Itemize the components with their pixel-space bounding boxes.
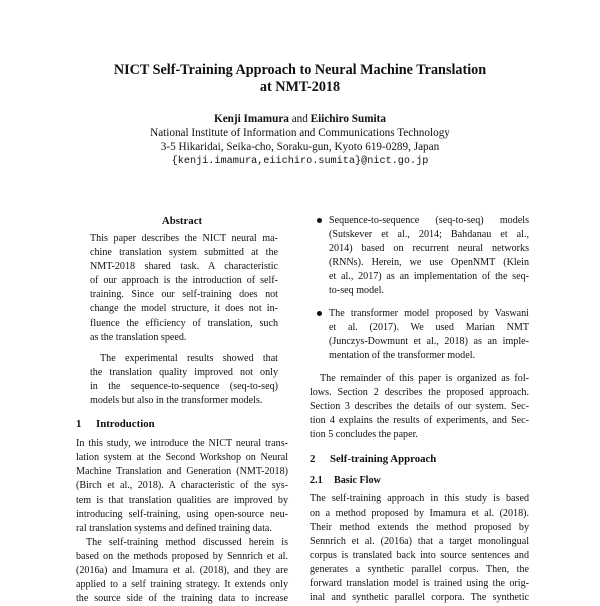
text-line: 2014) based on recurrent neural networks [329,243,529,255]
author-1: Kenji Imamura [214,113,289,125]
text-line: inal and synthetic parallel corpora. The synthetic [310,592,529,604]
text-line: introducing self-training, using open-source neu- [76,508,288,520]
text-line: et al., 2017) as an implementation of the seq- [329,271,529,283]
text-line: generates a synthetic parallel corpus. Then, the [310,563,529,575]
address: 3-5 Hikaridai, Seika-cho, Soraku-gun, Kyoto 619-0289, Japan [160,141,440,154]
author-block [0,112,600,169]
section-title: Self-training Approach [330,453,437,466]
text-line: training. Since our self-training does not [90,289,278,301]
text-line: fluence the efficiency of translation, such [90,317,278,329]
section-title: Introduction [96,418,155,431]
text-line: based on the methods proposed by Sennrich et al. [76,550,288,562]
text-line: Sennrich et al. (2016a) that a target monolingual [310,535,529,547]
text-line: Machine Translation and Generation (NMT-2018) [76,466,288,478]
subsection-title: Basic Flow [334,475,381,487]
text-line: NMT-2018 shared task. A characteristic [90,261,278,273]
text-line: tion 5 concludes the paper. [310,429,418,441]
author-conjunction: and [291,113,308,125]
text-line: ral translation systems and defined training data. [76,522,272,534]
text-line: This paper describes the NICT neural ma- [90,233,278,244]
left-column [76,214,288,606]
section-2-heading [310,452,529,466]
text-line: The transformer model proposed by Vaswani [329,307,529,319]
text-line: tem is that translation qualities are improved by [76,494,288,506]
title-line-1: NICT Self-Training Approach to Neural Machine Translation [113,62,487,78]
text-line: corpus is translated back into source sentences and [310,549,529,561]
abstract-body [76,232,288,408]
bullet-item-seq2seq [310,214,529,299]
text-line: tion 4 explains the results of experiments, and Sec- [310,415,529,427]
bullet-item-transformer [310,307,529,363]
text-line: The remainder of this paper is organized as fol- [320,372,529,384]
author-names [0,112,600,126]
text-line: (Birch et al., 2018). A characteristic of the sys- [76,480,288,492]
text-line: chine translation system submitted at the [90,247,278,259]
text-line: in the sequence-to-sequence (seq-to-seq) [90,380,278,392]
text-line: of our approach is the introduction of self- [90,275,278,287]
subsection-number: 2.1 [310,475,323,487]
text-line: applied to a self training strategy. It extends only [76,579,288,591]
text-line: (2016a) and Imamura et al. (2018), and they are [76,564,288,576]
text-line: lows. Section 2 describes the proposed approach. [310,387,529,399]
abstract-paragraph-1 [90,232,278,345]
text-line: Section 3 describes the details of our system. Sec- [310,401,529,413]
text-line: (Junczys-Dowmunt et al., 2018) as an imple- [329,335,529,347]
text-line: lation system at the Second Workshop on Neural [76,452,288,464]
text-line: The self-training approach in this study is based [310,493,529,505]
abstract-heading: Abstract [161,215,203,227]
text-line: on a method proposed by Imamura et al. (2018). [310,507,529,519]
section-number: 2 [310,453,316,466]
bullet-icon [317,311,322,316]
abstract-paragraph-2 [90,352,278,408]
section-number: 1 [76,418,82,431]
text-line: the translation quality improved not only [90,366,278,378]
text-line: forward translation model is trained using the orig- [310,577,529,589]
right-column [310,214,529,605]
title-line-2: at NMT-2018 [259,78,341,95]
subsection-2-1-heading [310,474,529,488]
affiliation: National Institute of Information and Communications Technology [150,127,450,140]
remainder-paragraph [310,372,529,442]
section-1-heading [76,417,288,431]
intro-paragraph-2 [76,536,288,606]
text-line: In this study, we introduce the NICT neural trans- [76,438,288,450]
paper-title [0,62,600,95]
text-line: (Sutskever et al., 2014; Bahdanau et al., [329,229,529,241]
text-line: change the model structure, it does not in- [90,303,278,315]
text-line: (RNNs). Herein, we use OpenNMT (Klein [329,257,529,269]
text-line: Sequence-to-sequence (seq-to-seq) models [329,215,529,226]
text-line: Their method extends the method proposed by [310,521,529,533]
text-line: the source side of the training data to increase [76,593,288,605]
text-line: models but also in the transformer models. [90,395,263,407]
text-line: et al. (2017). We used Marian NMT [329,321,529,333]
text-line: as the translation speed. [90,331,187,343]
email: {kenji.imamura,eiichiro.sumita}@nict.go.jp [171,155,429,167]
author-2: Eiichiro Sumita [310,113,386,125]
bullet-icon [317,218,322,223]
text-line: mentation of the transformer model. [329,349,476,361]
intro-paragraph-1 [76,437,288,536]
text-line: The experimental results showed that [100,352,278,364]
basic-flow-paragraph [310,492,529,605]
text-line: The self-training method discussed herein is [86,536,288,548]
text-line: to-seq model. [329,285,384,297]
